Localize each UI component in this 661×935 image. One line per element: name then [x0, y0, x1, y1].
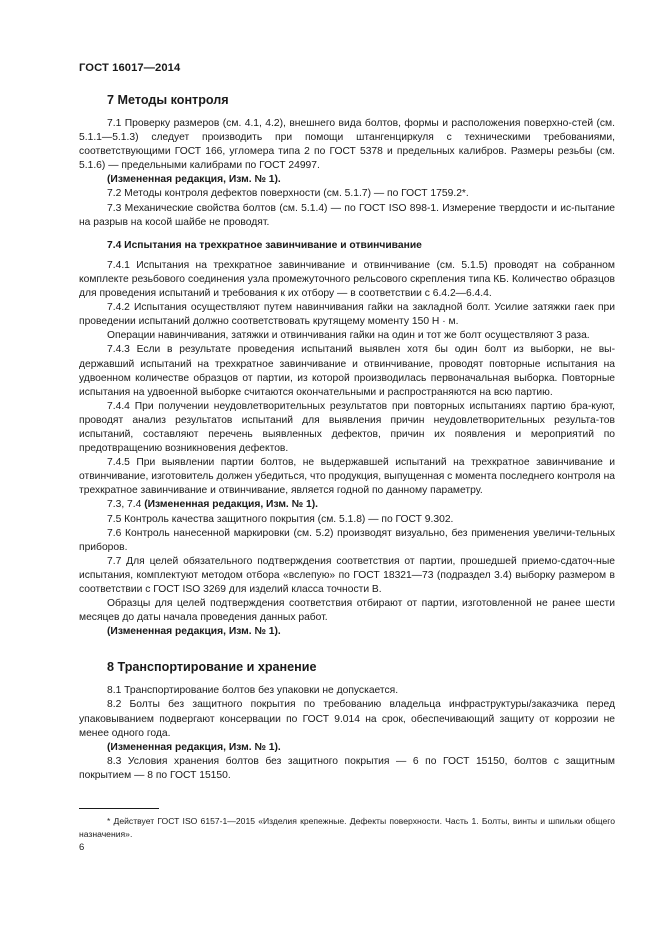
footnote-text: * Действует ГОСТ ISO 6157-1—2015 «Изделия крепежные. Дефекты поверхности. Часть 1. Болты, винты и шпильки общего назначения». — [79, 816, 615, 839]
paragraph-8-2: 8.2 Болты без защитного покрытия по требованию владельца инфраструктуры/заказчика перед упаковыванием подвергают консервации по ГОСТ 9.014 на срок, обеспечивающий защиту от коррозии не менее одного года. — [79, 699, 615, 739]
amendment-note: (Измененная редакция, Изм. № 1). — [107, 741, 281, 753]
paragraph-8-1: 8.1 Транспортирование болтов без упаковки не допускается. — [107, 685, 399, 697]
footnote — [79, 815, 615, 840]
paragraph-7-4-1: 7.4.1 Испытания на трехкратное завинчивание и отвинчивание (см. 5.1.5) проводят на собранном комплекте резьбового соединения узла промежуточного рельсового скрепления типа КБ. Количество образцов для проведения испытаний и требования к их отбору — в соответствии с 6.4.2—6.4.4. — [79, 259, 615, 300]
paragraph-7-2: 7.2 Методы контроля дефектов поверхности (см. 5.1.7) — по ГОСТ 1759.2*. — [107, 188, 469, 200]
section-7-title: 7 Методы контроля — [107, 93, 229, 107]
amendment-note: (Измененная редакция, Изм. № 1). — [107, 626, 281, 638]
paragraph-7-4-5: 7.4.5 При выявлении партии болтов, не выдержавшей испытаний на трехкратное завинчивание и отвинчивание, изготовитель должен убедиться, что продукция, выпущенная с момента последнего контроля на трехкратное завинчивание и отвинчивание, является годной по данному параметру. — [79, 457, 615, 497]
amendment-note: (Измененная редакция, Изм. № 1). — [144, 499, 319, 511]
paragraph-8-3: 8.3 Условия хранения болтов без защитного покрытия — 6 по ГОСТ 15150, болтов с защитным покрытием — 8 по ГОСТ 15150. — [79, 755, 615, 781]
paragraph-7-4-2: 7.4.2 Испытания осуществляют путем навинчивания гайки на закладной болт. Усилие затяжки гаек при проведении испытаний должно соответствовать крутящему моменту 150 Н · м. — [79, 302, 615, 328]
paragraph-7-4-3: 7.4.3 Если в результате проведения испытаний выявлен хотя бы один болт из выборки, не вы-державший испытаний на трехкратное завинчивание и отвинчивание, проводят повторные испытания на удвоенном количестве образцов от партии, из которой производилась первоначальная выборка. Повторные испытания на удвоенной выборке считаются окончательными и распространяются на всю партию. — [79, 344, 615, 398]
amendment-note: (Измененная редакция, Изм. № 1). — [107, 174, 281, 186]
paragraph-7-7-cont: Образцы для целей подтверждения соответствия отбирают от партии, изготовленной не ранее шести месяцев до даты начала проведения данных работ. — [79, 598, 615, 624]
paragraph-7-5: 7.5 Контроль качества защитного покрытия (см. 5.1.8) — по ГОСТ 9.302. — [107, 513, 454, 525]
paragraph-7-1: 7.1 Проверку размеров (см. 4.1, 4.2), внешнего вида болтов, формы и расположения поверхно-стей (см. 5.1.1—5.1.3) следует производить при помощи штангенциркуля с техническими требованиями, соответствующими ГОСТ 166, угломера типа 2 по ГОСТ 5378 и предельных калибров. Размеры резьбы (см. 5.1.6) — предельными калибрами по ГОСТ 24997. — [79, 118, 615, 172]
paragraph-7-4-4: 7.4.4 При получении неудовлетворительных результатов при повторных испытаниях партию бра-куют, проводят анализ результатов испытаний для выявления причин неудовлетворительных результа-тов испытаний, составляют перечень выявленных дефектов, причин их появления и мероприятий по предотвращению возникновения дефектов. — [79, 400, 615, 455]
page-number: 6 — [79, 842, 85, 853]
main-content — [79, 92, 615, 783]
amendment-prefix: 7.3, 7.4 — [107, 499, 145, 511]
subsection-7-4-title: 7.4 Испытания на трехкратное завинчивание и отвинчивание — [107, 239, 422, 251]
paragraph-7-4-2-cont: Операции навинчивания, затяжки и отвинчивания гайки на один и тот же болт осуществляют 3 раза. — [107, 330, 590, 342]
paragraph-7-6: 7.6 Контроль нанесенной маркировки (см. 5.2) производят визуально, без применения увеличи-тельных приборов. — [79, 527, 615, 553]
section-8-title: 8 Транспортирование и хранение — [107, 660, 317, 675]
footnote-divider — [79, 808, 159, 809]
running-header: ГОСТ 16017—2014 — [79, 62, 181, 74]
amendment-7-3-7-4 — [79, 498, 615, 512]
paragraph-7-3: 7.3 Механические свойства болтов (см. 5.1.4) — по ГОСТ ISO 898-1. Измерение твердости и ис-пытание на разрыв на косой шайбе не проводят. — [79, 202, 615, 228]
paragraph-7-7: 7.7 Для целей обязательного подтверждения соответствия от партии, прошедшей приемо-сдаточ-ные испытания, комплектуют методом отбора «вслепую» по ГОСТ 18321—73 (подраздел 3.4) выборку размером в соответствии с ГОСТ ISO 3269 для изделий класса точности В. — [79, 555, 615, 595]
